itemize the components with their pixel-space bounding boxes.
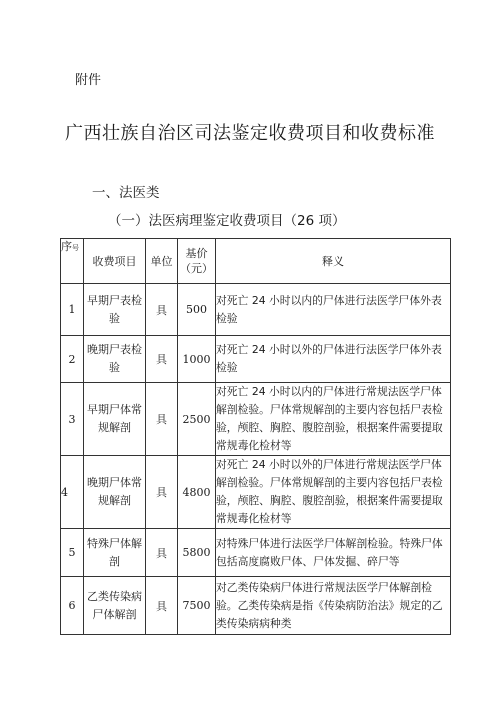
header-price: 基价 （元）: [178, 239, 216, 284]
document-title: 广西壮族自治区司法鉴定收费项目和收费标准: [65, 123, 435, 144]
header-no: 序号: [61, 239, 84, 284]
row-price: 4800: [178, 456, 216, 529]
row-unit: 具: [146, 529, 178, 577]
attachment-label: 附件: [75, 73, 102, 88]
table-row: [61, 577, 451, 635]
row-description: 对死亡 24 小时以外的尸体进行法医学尸体外表检验: [216, 336, 451, 383]
row-item: 晚期尸体常规解剖: [84, 456, 146, 529]
row-description: 对死亡 24 小时以外的尸体进行常规法医学尸体解剖检验。尸体常规解剖的主要内容包括尸表检验，颅腔、胸腔、腹腔剖验，根据案件需要提取常规毒化检材等: [216, 456, 451, 529]
row-unit: 具: [146, 577, 178, 635]
row-price: 7500: [178, 577, 216, 635]
row-number: 4: [61, 456, 84, 529]
row-price: 5800: [178, 529, 216, 577]
row-item: 早期尸表检验: [84, 284, 146, 336]
subsection-heading: （一）法医病理鉴定收费项目（26 项）: [108, 213, 346, 229]
table-row: [61, 529, 451, 577]
row-item: 早期尸体常规解剖: [84, 383, 146, 456]
table-row: [61, 336, 451, 383]
row-item: 特殊尸体解剖: [84, 529, 146, 577]
row-number: 3: [61, 383, 84, 456]
table-row: [61, 383, 451, 456]
fee-table: [60, 238, 451, 635]
row-description: 对死亡 24 小时以内的尸体进行法医学尸体外表检验: [216, 284, 451, 336]
row-unit: 具: [146, 456, 178, 529]
row-price: 2500: [178, 383, 216, 456]
row-description: 对乙类传染病尸体进行常规法医学尸体解剖检验。乙类传染病是指《传染病防治法》规定的乙类传染病病种类: [216, 577, 451, 635]
header-item: 收费项目: [84, 239, 146, 284]
table-row: [61, 456, 451, 529]
row-description: 对死亡 24 小时以内的尸体进行常规法医学尸体解剖检验。尸体常规解剖的主要内容包括尸表检验，颅腔、胸腔、腹腔剖验，根据案件需要提取常规毒化检材等: [216, 383, 451, 456]
row-item: 乙类传染病尸体解剖: [84, 577, 146, 635]
row-description: 对特殊尸体进行法医学尸体解剖检验。特殊尸体包括高度腐败尸体、尸体发掘、碎尸等: [216, 529, 451, 577]
row-price: 1000: [178, 336, 216, 383]
row-item: 晚期尸表检验: [84, 336, 146, 383]
row-price: 500: [178, 284, 216, 336]
row-unit: 具: [146, 383, 178, 456]
header-desc: 释义: [216, 239, 451, 284]
row-number: 1: [61, 284, 84, 336]
header-unit: 单位: [146, 239, 178, 284]
section-heading: 一、法医类: [92, 185, 160, 201]
row-number: 5: [61, 529, 84, 577]
table-header-row: [61, 239, 451, 284]
row-number: 2: [61, 336, 84, 383]
table-row: [61, 284, 451, 336]
row-number: 6: [61, 577, 84, 635]
row-unit: 具: [146, 284, 178, 336]
row-unit: 具: [146, 336, 178, 383]
